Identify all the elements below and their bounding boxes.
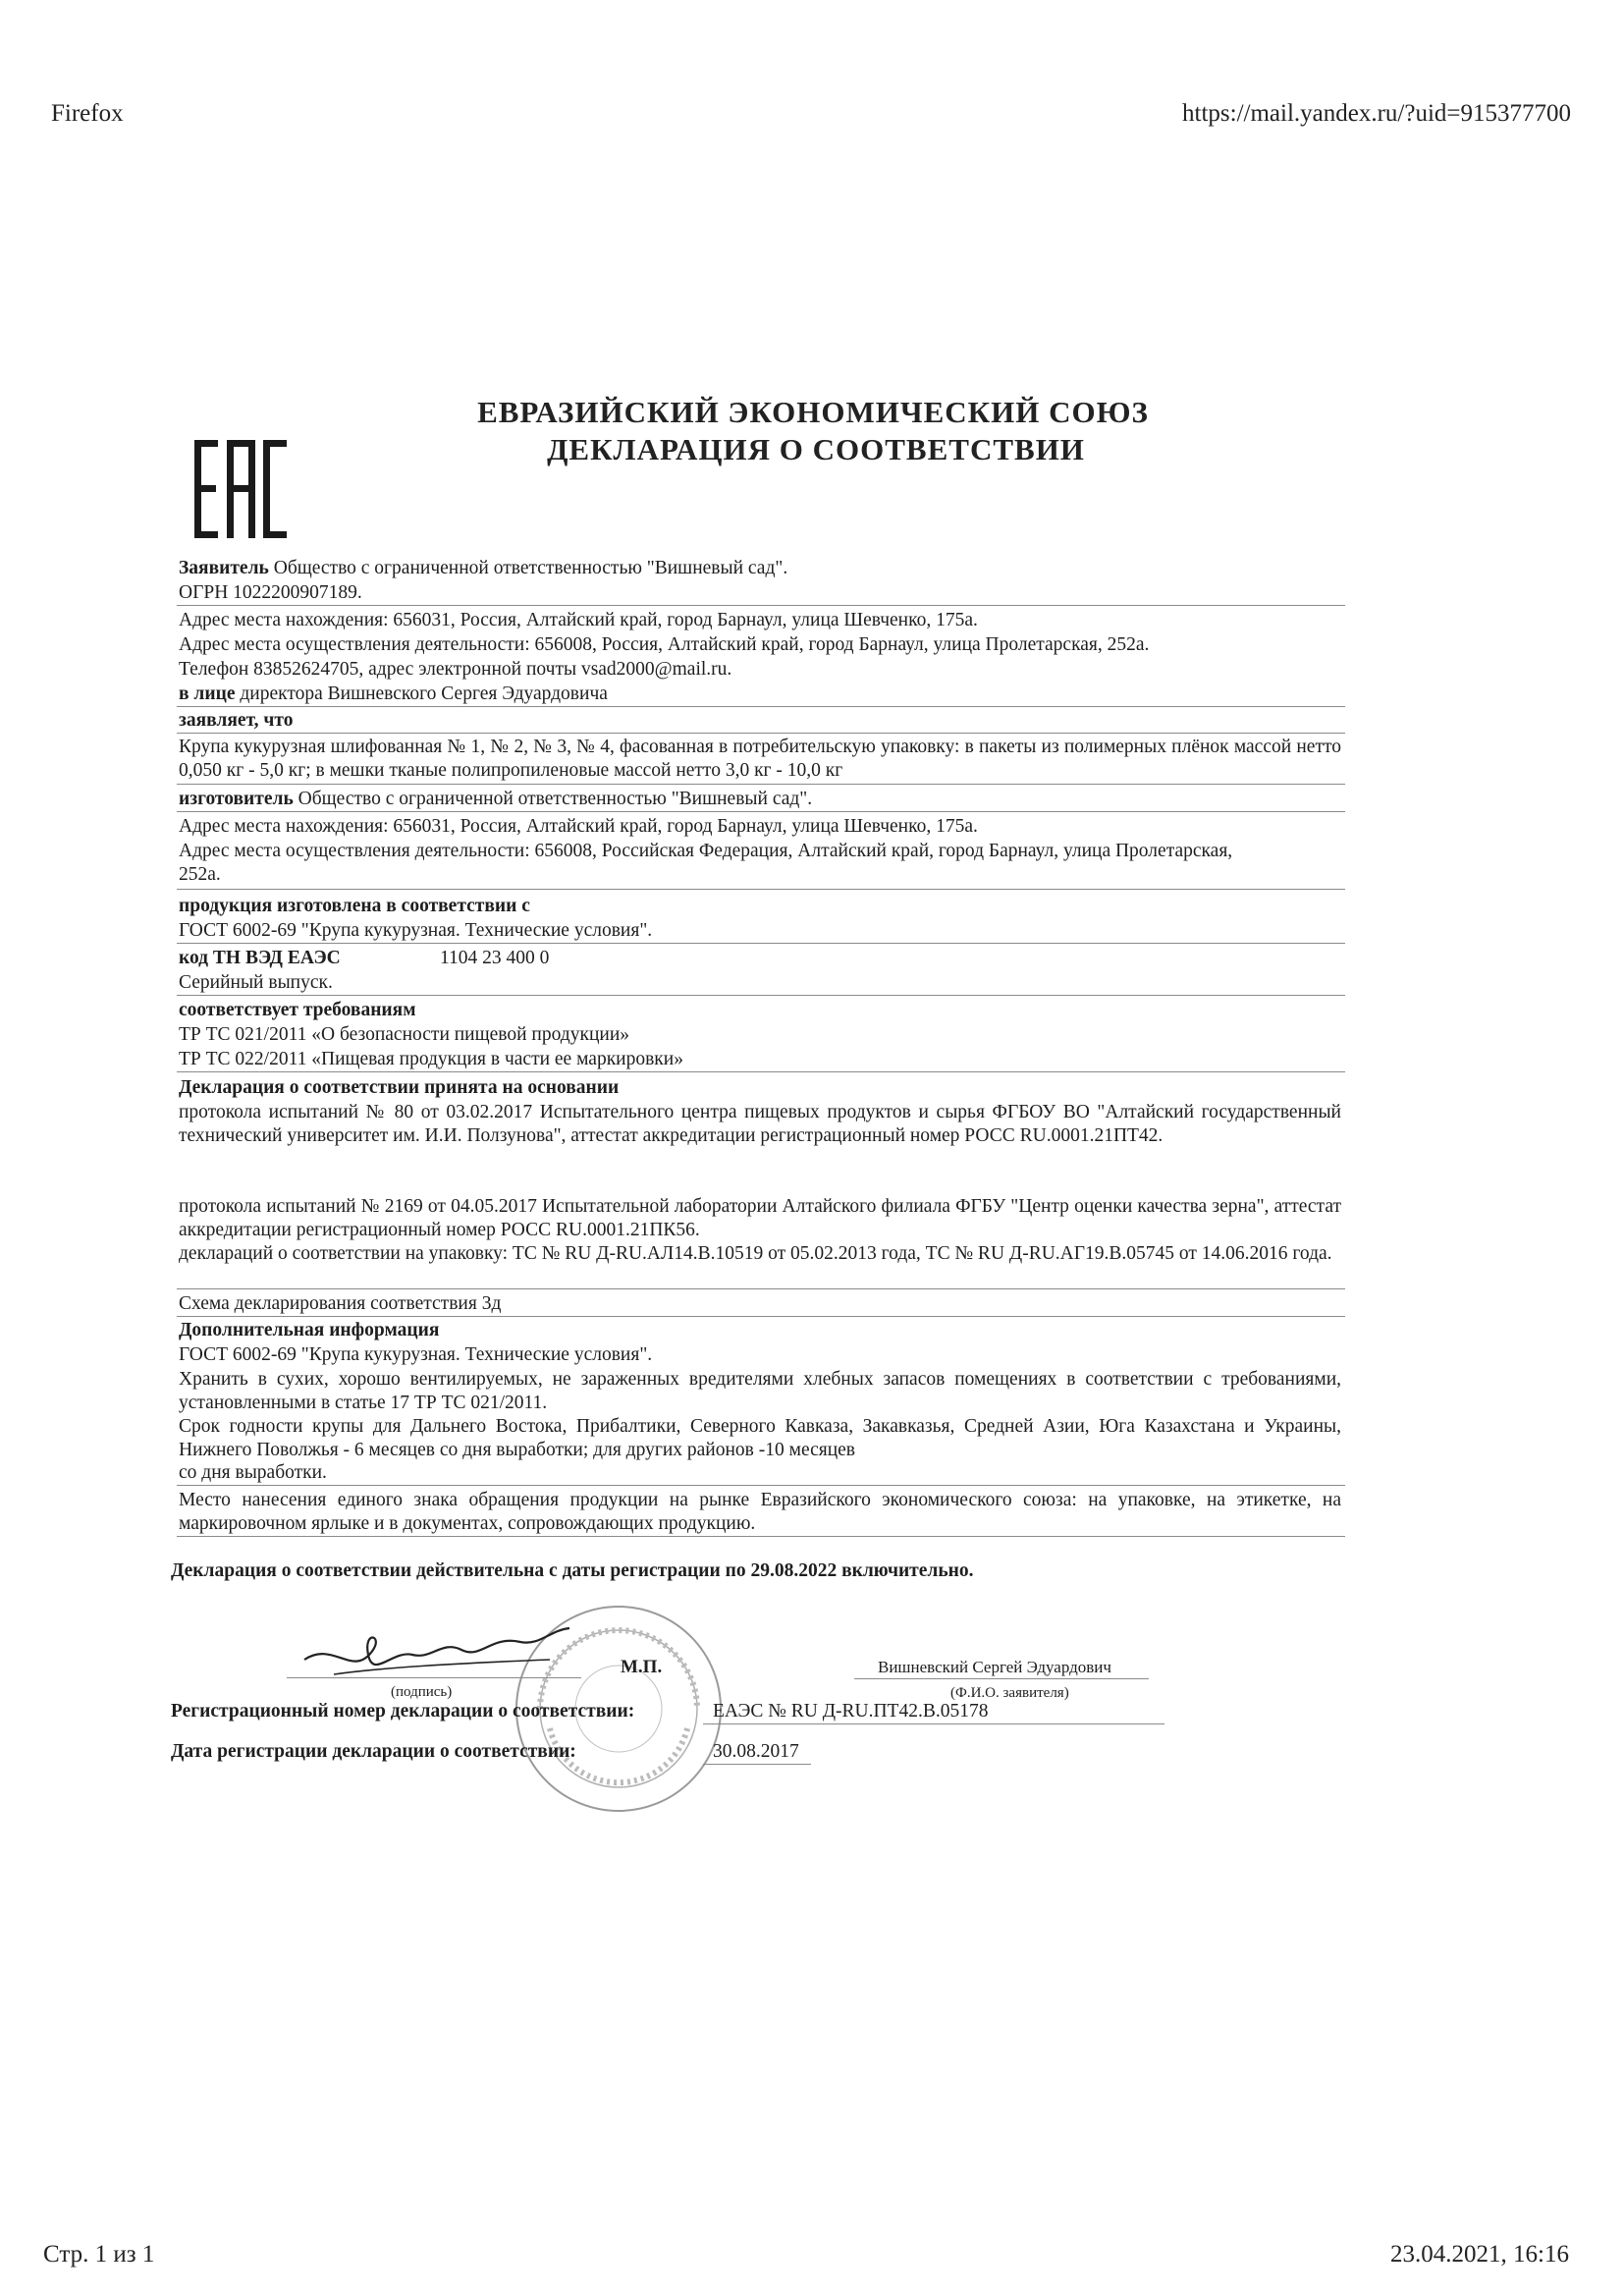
applicant-contacts: Телефон 83852624705, адрес электронной почты vsad2000@mail.ru.: [179, 659, 732, 680]
signature-icon: [295, 1620, 589, 1689]
declares-label: заявляет, что: [179, 710, 294, 731]
tnved-code: 1104 23 400 0: [440, 948, 550, 968]
applicant-name: Общество с ограниченной ответственностью "Вишневый сад".: [268, 558, 788, 578]
declaration-scheme: Схема декларирования соответствия 3д: [179, 1293, 502, 1314]
applicant-address: Адрес места нахождения: 656031, Россия, Алтайский край, город Барнаул, улица Шевченко, 175а.: [179, 610, 978, 630]
series-production: Серийный выпуск.: [179, 972, 333, 993]
standard-value: ГОСТ 6002-69 "Крупа кукурузная. Технические условия".: [179, 920, 653, 941]
divider: [177, 733, 1345, 734]
divider: [177, 605, 1345, 606]
page-url[interactable]: https://mail.yandex.ru/?uid=915377700: [1182, 100, 1571, 127]
registration-number: ЕАЭС № RU Д-RU.ПТ42.В.05178: [713, 1701, 989, 1722]
divider: [177, 995, 1345, 996]
signature-caption: (подпись): [391, 1684, 453, 1700]
seal-place-label: М.П.: [621, 1657, 663, 1677]
divider: [177, 706, 1345, 707]
divider: [703, 1764, 811, 1765]
document-title-declaration: ДЕКЛАРАЦИЯ О СООТВЕТСТВИИ: [547, 432, 1085, 466]
representative-name: директора Вишневского Сергея Эдуардовича: [235, 683, 608, 704]
print-datetime: 23.04.2021, 16:16: [1390, 2241, 1569, 2268]
applicant-label: Заявитель: [179, 558, 269, 578]
basis-protocol-2: протокола испытаний № 2169 от 04.05.2017 Испытательной лаборатории Алтайского филиала ФГБУ "Центр оценки качества зерна", аттестат аккредитации регистрационный номер РОСС RU.0001.21ПК56.: [179, 1196, 1341, 1240]
basis-declarations: деклараций о соответствии на упаковку: ТС № RU Д-RU.АЛ14.В.10519 от 05.02.2013 года, ТС № RU Д-RU.АГ19.В.05745 от 14.06.2016 года.: [179, 1243, 1332, 1264]
tnved-label: код ТН ВЭД ЕАЭС: [179, 948, 341, 968]
browser-name: Firefox: [51, 100, 124, 127]
applicant-full-name: Вишневский Сергей Эдуардович: [878, 1658, 1111, 1676]
divider: [177, 1316, 1345, 1317]
manufacturer-label: изготовитель: [179, 789, 294, 809]
registration-number-label: Регистрационный номер декларации о соответствии:: [171, 1701, 635, 1722]
applicant-representative: [179, 683, 608, 706]
divider: [177, 1071, 1345, 1072]
basis-label: Декларация о соответствии принята на основании: [179, 1077, 620, 1098]
marking-place: Место нанесения единого знака обращения продукции на рынке Евразийского экономического союза: на упаковке, на этикетке, на маркировочном ярлыке и в документах, сопровождающих продукцию.: [179, 1490, 1341, 1534]
manufacturer-address: Адрес места нахождения: 656031, Россия, Алтайский край, город Барнаул, улица Шевченко, 175а.: [179, 816, 978, 837]
divider: [177, 784, 1345, 785]
page-counter: Стр. 1 из 1: [43, 2241, 155, 2268]
signature-line: [287, 1677, 581, 1678]
eac-mark-icon: [192, 440, 291, 538]
validity-statement: Декларация о соответствии действительна с даты регистрации по 29.08.2022 включительно.: [171, 1560, 974, 1581]
applicant-activity-address: Адрес места осуществления деятельности: 656008, Россия, Алтайский край, город Барнаул, улица Пролетарская, 252а.: [179, 634, 1150, 655]
requirement-item: ТР ТС 022/2011 «Пищевая продукция в части ее маркировки»: [179, 1049, 683, 1069]
name-line: [854, 1678, 1149, 1679]
manufacturer-line: [179, 788, 812, 811]
divider: [177, 811, 1345, 812]
name-caption: (Ф.И.О. заявителя): [950, 1685, 1069, 1701]
divider: [177, 1536, 1345, 1537]
standard-label: продукция изготовлена в соответствии с: [179, 896, 530, 916]
requirement-item: ТР ТС 021/2011 «О безопасности пищевой продукции»: [179, 1024, 630, 1045]
registration-date: 30.08.2017: [713, 1741, 799, 1762]
divider: [177, 1485, 1345, 1486]
divider: [177, 1288, 1345, 1289]
basis-protocol-1: протокола испытаний № 80 от 03.02.2017 Испытательного центра пищевых продуктов и сырья ФГБОУ ВО "Алтайский государственный технический университет им. И.И. Ползунова", аттестат аккредитации регистрационный номер РОСС RU.0001.21ПТ42.: [179, 1102, 1341, 1146]
divider: [177, 943, 1345, 944]
document-title-union: ЕВРАЗИЙСКИЙ ЭКОНОМИЧЕСКИЙ СОЮЗ: [477, 395, 1149, 429]
applicant-ogrn: ОГРН 1022200907189.: [179, 582, 362, 603]
applicant-line: [179, 557, 787, 580]
storage-conditions: Хранить в сухих, хорошо вентилируемых, не зараженных вредителями хлебных запасов помещениях в соответствии с требованиями, установленными в статье 17 ТР ТС 021/2011.: [179, 1369, 1341, 1413]
manufacturer-activity-address: Адрес места осуществления деятельности: 656008, Российская Федерация, Алтайский край, город Барнаул, улица Пролетарская, 252а.: [179, 841, 1233, 885]
registration-date-label: Дата регистрации декларации о соответствии:: [171, 1741, 576, 1762]
divider: [703, 1723, 1164, 1724]
shelf-life-end: со дня выработки.: [179, 1462, 327, 1483]
product-description: Крупа кукурузная шлифованная № 1, № 2, № 3, № 4, фасованная в потребительскую упаковку: в пакеты из полимерных плёнок массой нетто 0,050 кг - 5,0 кг; в мешки тканые полипропиленовые массой нетто 3,0 кг - 10,0 кг: [179, 737, 1341, 781]
additional-info-label: Дополнительная информация: [179, 1320, 440, 1340]
additional-gost: ГОСТ 6002-69 "Крупа кукурузная. Технические условия".: [179, 1344, 653, 1365]
representative-label: в лице: [179, 683, 236, 704]
manufacturer-name: Общество с ограниченной ответственностью "Вишневый сад".: [293, 789, 813, 809]
requirements-label: соответствует требованиям: [179, 1000, 416, 1020]
shelf-life: Срок годности крупы для Дальнего Востока, Прибалтики, Северного Кавказа, Закавказья, Средней Азии, Юга Казахстана и Украины, Нижнего Поволжья - 6 месяцев со дня выработки; для других районов -10 месяцев: [179, 1416, 1341, 1460]
divider: [177, 889, 1345, 890]
